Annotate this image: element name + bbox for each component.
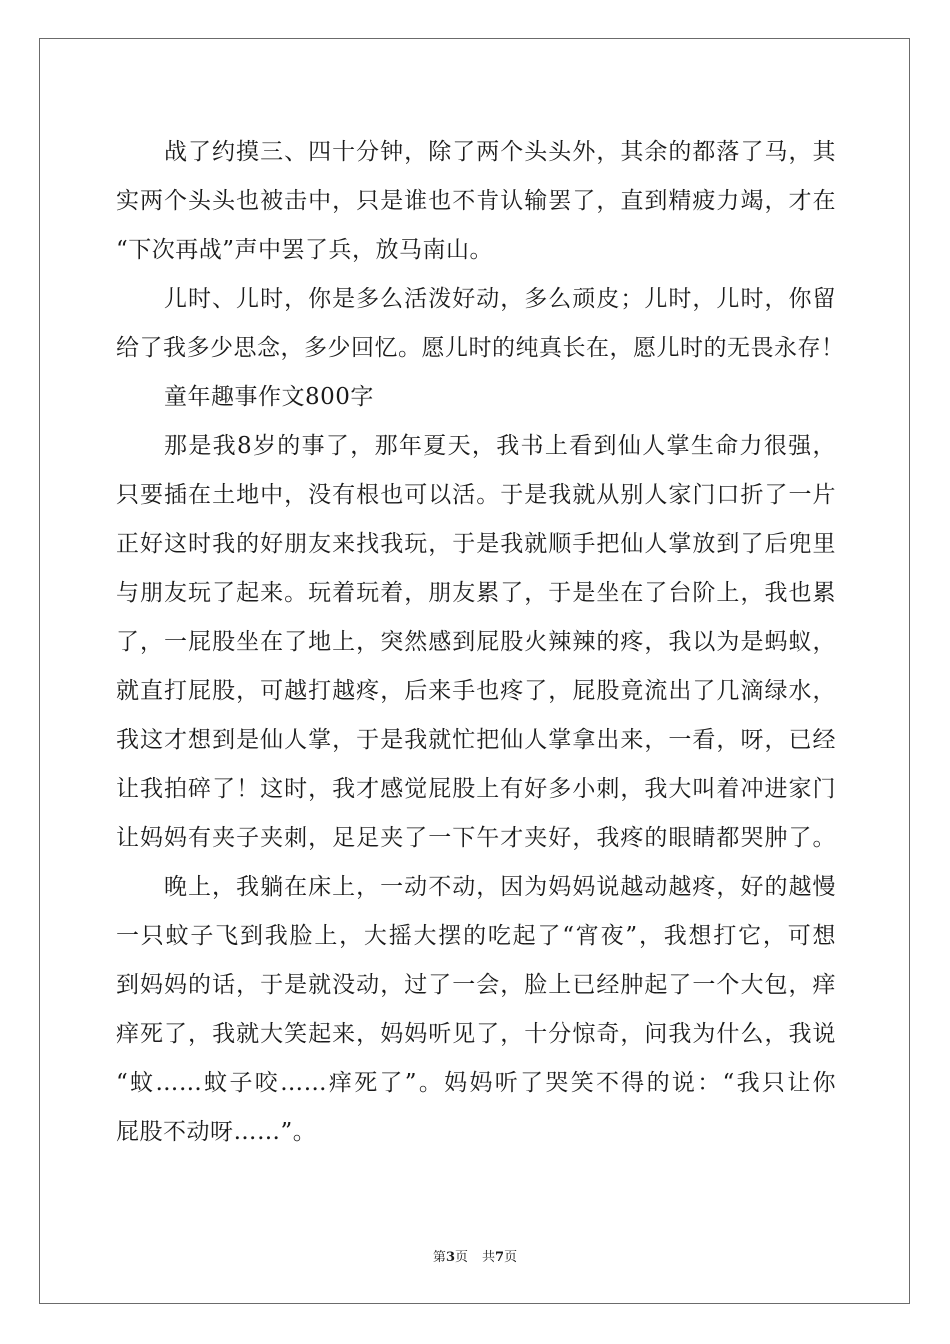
page-prefix: 第 [432, 1250, 446, 1265]
text-line: “下次再战”声中罢了兵，放马南山。 [116, 237, 494, 263]
text-line: “蚊……蚊子咬……痒死了”。妈妈听了哭笑不得的说：“我只让你 [116, 1070, 836, 1096]
text-line: 就直打屁股，可越打越疼，后来手也疼了，屁股竟流出了几滴绿水， [116, 678, 836, 704]
text-line: 儿时、儿时，你是多么活泼好动，多么顽皮；儿时，儿时，你留 [164, 286, 836, 312]
total-suffix: 页 [504, 1250, 518, 1265]
page-footer [0, 1246, 950, 1265]
text-line: 战了约摸三、四十分钟，除了两个头头外，其余的都落了马，其 [164, 139, 836, 165]
document-body [116, 128, 845, 1157]
section-heading: 童年趣事作文800字 [164, 384, 374, 410]
text-line: 给了我多少思念，多少回忆。愿儿时的纯真长在，愿儿时的无畏永存！ [116, 335, 845, 361]
text-line: 与朋友玩了起来。玩着玩着，朋友累了，于是坐在了台阶上，我也累 [116, 580, 836, 606]
text-line: 只要插在土地中，没有根也可以活。于是我就从别人家门口折了一片 [116, 482, 836, 508]
text-line: 了，一屁股坐在了地上，突然感到屁股火辣辣的疼，我以为是蚂蚁， [116, 629, 836, 655]
text-line: 到妈妈的话，于是就没动，过了一会，脸上已经肿起了一个大包，痒 [116, 972, 836, 998]
page-suffix: 页 [454, 1250, 468, 1265]
text-line: 屁股不动呀……”。 [116, 1119, 317, 1145]
text-line: 正好这时我的好朋友来找我玩，于是我就顺手把仙人掌放到了后兜里 [116, 531, 836, 557]
text-line: 让我拍碎了！这时，我才感觉屁股上有好多小刺，我大叫着冲进家门 [116, 776, 836, 802]
text-line: 痒死了，我就大笑起来，妈妈听见了，十分惊奇，问我为什么，我说 [116, 1021, 836, 1047]
text-line: 晚上，我躺在床上，一动不动，因为妈妈说越动越疼，好的越慢 [164, 874, 836, 900]
text-line: 那是我8岁的事了，那年夏天，我书上看到仙人掌生命力很强， [164, 433, 836, 459]
total-pages: 7 [495, 1250, 505, 1265]
text-line: 一只蚊子飞到我脸上，大摇大摆的吃起了“宵夜”，我想打它，可想 [116, 923, 836, 949]
total-prefix: 共 [482, 1250, 496, 1265]
text-line: 实两个头头也被击中，只是谁也不肯认输罢了，直到精疲力竭，才在 [116, 188, 836, 214]
page-number: 3 [445, 1250, 455, 1265]
text-line: 我这才想到是仙人掌，于是我就忙把仙人掌拿出来，一看，呀，已经 [116, 727, 836, 753]
text-line: 让妈妈有夹子夹刺，足足夹了一下午才夹好，我疼的眼睛都哭肿了。 [116, 825, 836, 851]
